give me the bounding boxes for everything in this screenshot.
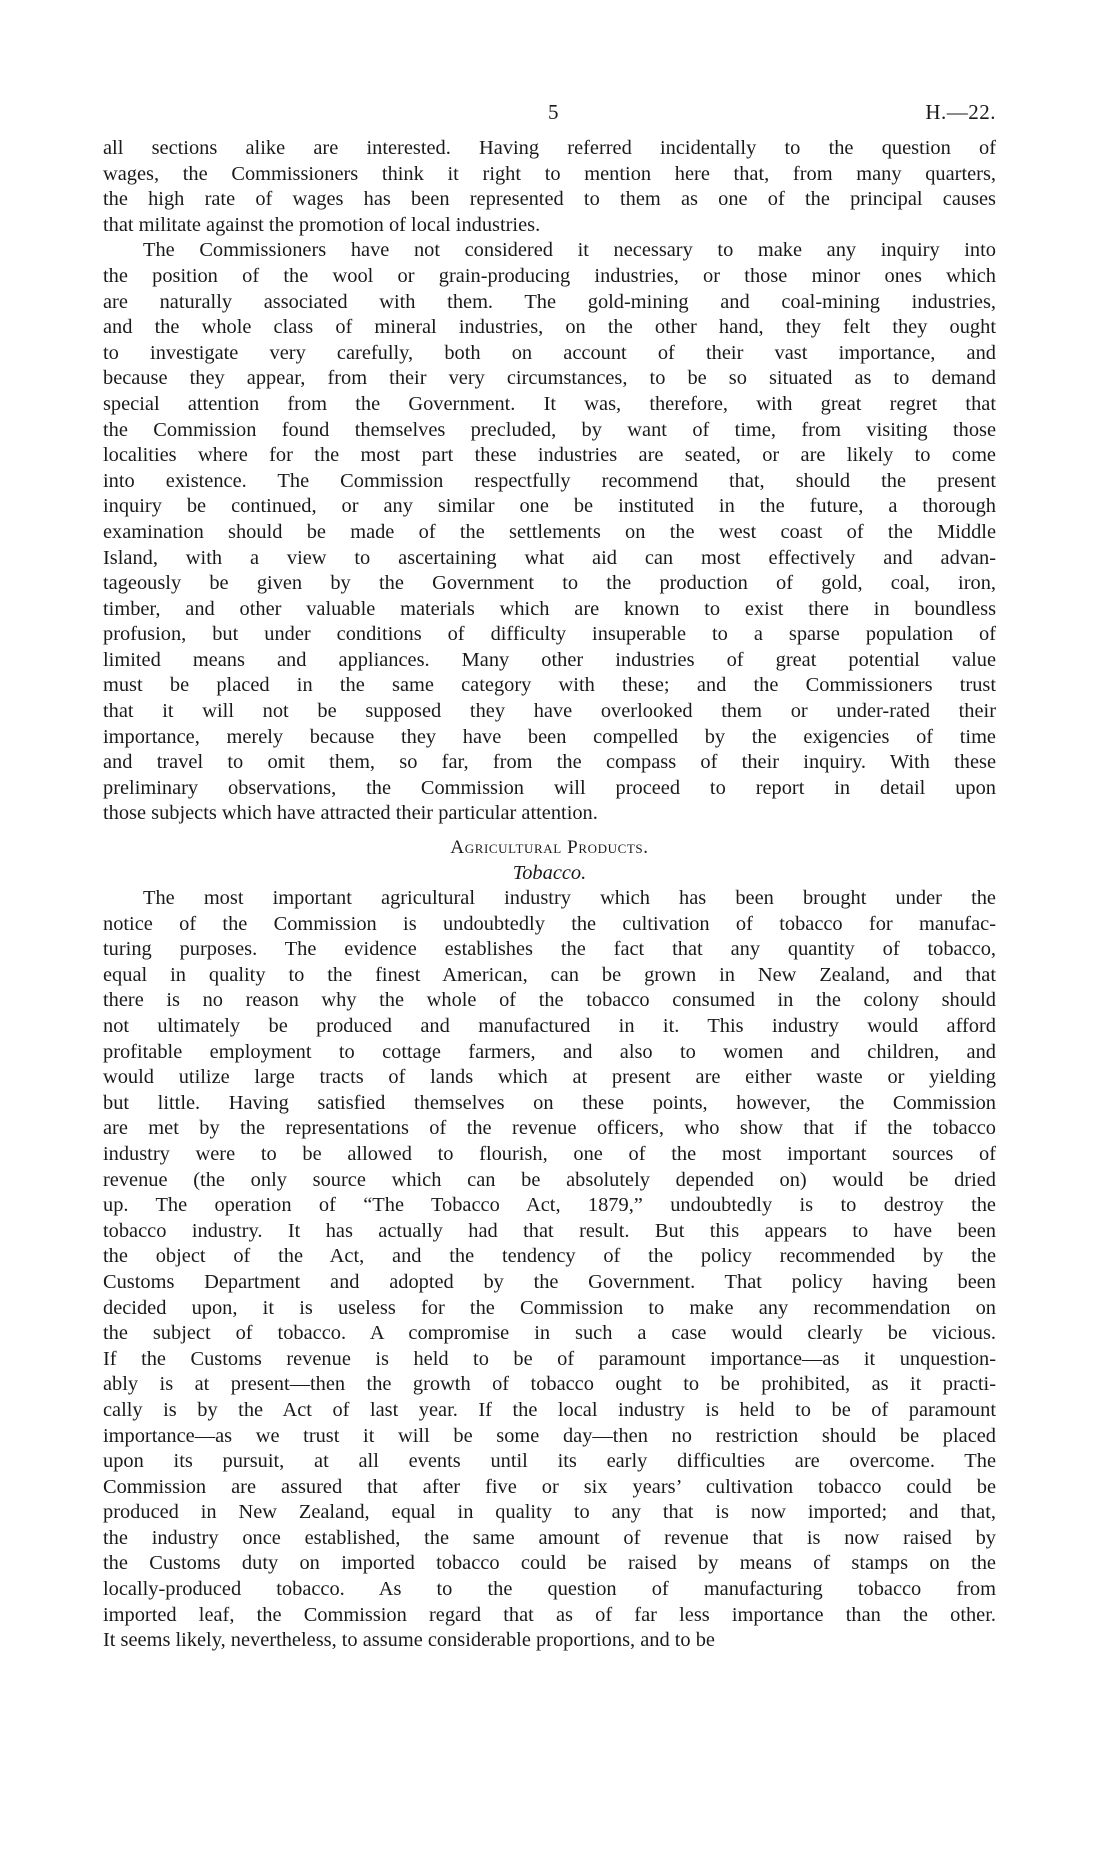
text-line: into existence. The Commission respectfully recommend that, should the present [103, 469, 996, 492]
text-line: the industry once established, the same amount of revenue that is now raised by [103, 1526, 996, 1549]
text-line: cally is by the Act of last year. If the local industry is held to be of paramount [103, 1398, 996, 1421]
text-line: notice of the Commission is undoubtedly the cultivation of tobacco for manufac- [103, 912, 996, 935]
text-line: that militate against the promotion of local industries. [103, 213, 541, 236]
text-line: wages, the Commissioners think it right to mention here that, from many quarters, [103, 162, 996, 185]
text-line: If the Customs revenue is held to be of paramount importance—as it unquestion- [103, 1347, 996, 1370]
paragraph-tobacco [103, 886, 996, 1654]
text-line: up. The operation of “The Tobacco Act, 1879,” undoubtedly is to destroy the [103, 1194, 996, 1217]
document-page [103, 100, 996, 1654]
text-line: preliminary observations, the Commission will proceed to report in detail upon [103, 776, 996, 799]
text-line: The most important agricultural industry which has been brought under the [143, 887, 996, 910]
text-line: are naturally associated with them. The gold-mining and coal-mining industries, [103, 290, 996, 313]
page-number: 5 [548, 100, 559, 124]
text-line: all sections alike are interested. Having referred incidentally to the question of [103, 137, 996, 159]
text-line: but little. Having satisfied themselves on these points, however, the Commission [103, 1091, 996, 1114]
text-line: the Customs duty on imported tobacco could be raised by means of stamps on the [103, 1552, 996, 1575]
text-line: there is no reason why the whole of the tobacco consumed in the colony should [103, 989, 996, 1012]
text-line: imported leaf, the Commission regard that as of far less importance than the other. [103, 1603, 996, 1626]
text-line: the Commission found themselves precluded, by want of time, from visiting those [103, 418, 996, 441]
text-line: the subject of tobacco. A compromise in such a case would clearly be vicious. [103, 1322, 996, 1345]
text-line: to investigate very carefully, both on account of their vast importance, and [103, 341, 996, 364]
page-header [103, 100, 996, 136]
document-reference: H.—22. [925, 100, 996, 124]
text-line: the high rate of wages has been represented to them as one of the principal causes [103, 188, 996, 211]
text-line: the object of the Act, and the tendency of the policy recommended by the [103, 1245, 996, 1268]
subsection-heading: Tobacco. [512, 862, 587, 885]
text-line: must be placed in the same category with these; and the Commissioners trust [103, 674, 996, 697]
paragraph-continuation [103, 136, 996, 238]
text-line: equal in quality to the finest American, can be grown in New Zealand, and that [103, 963, 996, 986]
text-line: Island, with a view to ascertaining what aid can most effectively and advan- [103, 546, 996, 569]
text-line: Commission are assured that after five or six years’ cultivation tobacco could be [103, 1475, 996, 1498]
text-line: not ultimately be produced and manufactured in it. This industry would afford [103, 1015, 996, 1037]
text-line: tobacco industry. It has actually had that result. But this appears to have been [103, 1219, 996, 1242]
text-line: inquiry be continued, or any similar one be instituted in the future, a thorough [103, 495, 996, 518]
text-line: special attention from the Government. It was, therefore, with great regret that [103, 392, 996, 415]
text-line: decided upon, it is useless for the Commission to make any recommendation on [103, 1296, 996, 1319]
text-line: locally-produced tobacco. As to the question of manufacturing tobacco from [103, 1578, 996, 1601]
text-line: and the whole class of mineral industries, on the other hand, they felt they ought [103, 316, 996, 339]
text-line: upon its pursuit, at all events until its early difficulties are overcome. The [103, 1450, 996, 1473]
text-line: importance, merely because they have been compelled by the exigencies of time [103, 725, 996, 748]
text-line: the position of the wool or grain-producing industries, or those minor ones which [103, 264, 996, 287]
text-line: tageously be given by the Government to the production of gold, coal, iron, [103, 572, 996, 595]
text-line: revenue (the only source which can be absolutely depended on) would be dried [103, 1168, 996, 1191]
text-line: are met by the representations of the revenue officers, who show that if the tobacco [103, 1117, 996, 1140]
text-line: that it will not be supposed they have overlooked them or under-rated their [103, 700, 996, 723]
text-line: Customs Department and adopted by the Government. That policy having been [103, 1270, 996, 1293]
text-line: timber, and other valuable materials which are known to exist there in boundless [103, 597, 996, 620]
text-line: limited means and appliances. Many other industries of great potential value [103, 648, 996, 671]
text-line: turing purposes. The evidence establishes the fact that any quantity of tobacco, [103, 938, 996, 961]
text-line: because they appear, from their very circumstances, to be so situated as to demand [103, 367, 996, 390]
text-line: produced in New Zealand, equal in quality to any that is now imported; and that, [103, 1501, 996, 1524]
text-line: profitable employment to cottage farmers, and also to women and children, and [103, 1040, 996, 1063]
text-line: importance—as we trust it will be some day—then no restriction should be placed [103, 1424, 996, 1447]
text-line: those subjects which have attracted their particular attention. [103, 802, 598, 825]
text-line: examination should be made of the settlements on the west coast of the Middle [103, 520, 996, 543]
text-line: The Commissioners have not considered it necessary to make any inquiry into [143, 239, 996, 262]
text-line: would utilize large tracts of lands which at present are either waste or yielding [103, 1066, 996, 1089]
text-line: localities where for the most part these industries are seated, or are likely to come [103, 444, 996, 467]
text-line: industry were to be allowed to flourish, one of the most important sources of [103, 1142, 996, 1165]
text-line: ably is at present—then the growth of tobacco ought to be prohibited, as it practi- [103, 1373, 996, 1396]
section-heading: Agricultural Products. [450, 837, 649, 859]
text-line: It seems likely, nevertheless, to assume considerable proportions, and to be [103, 1629, 715, 1652]
text-line: and travel to omit them, so far, from the compass of their inquiry. With these [103, 751, 996, 774]
text-line: profusion, but under conditions of difficulty insuperable to a sparse population of [103, 623, 996, 646]
paragraph-commissioners-inquiry [103, 238, 996, 827]
